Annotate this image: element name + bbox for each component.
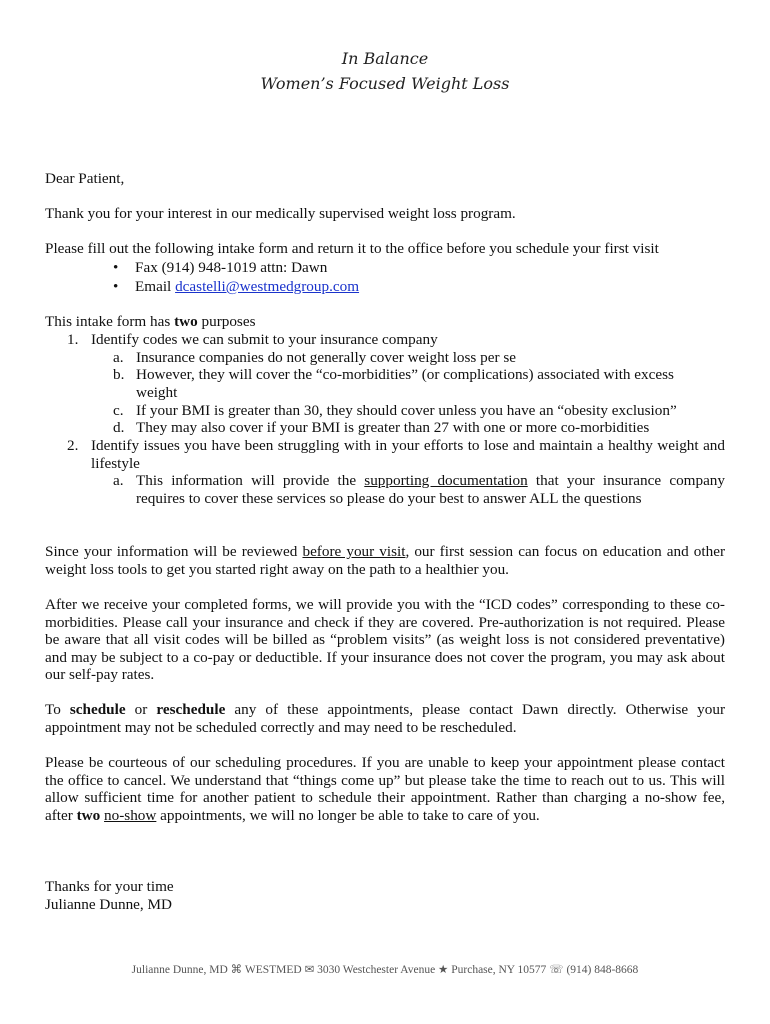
email-label: Email [135, 278, 176, 295]
item-2a-text-pre: This information will provide the [136, 472, 365, 489]
review-underline: before your visit [302, 543, 406, 560]
bullet-icon: • [113, 259, 119, 276]
item-2-number: 2. [67, 437, 79, 454]
footer-contact: Julianne Dunne, MD ⌘ WESTMED ✉ 3030 Westchester Avenue ★ Purchase, NY 10577 ☏ (914) 848-8668 [131, 964, 639, 976]
item-1c-text: If your BMI is greater than 30, they should cover unless you have an “obesity exclusion” [136, 402, 677, 419]
paragraph-icd-codes: After we receive your completed forms, we will provide you with the “ICD codes” corresponding to these co-morbidities. Please call your insurance and check if they are covered. Pre-authorization is not required. Please be aware that all visit codes will be billed as “problem visits” (as weight loss is not considered preventative) and may be subject to a co-pay or deductible. If your insurance does not cover the program, you may ask about our self-pay rates. [45, 596, 725, 684]
item-1-text: Identify codes we can submit to your insurance company [91, 331, 438, 348]
item-1a-label: a. [113, 349, 124, 366]
reschedule-bold: reschedule [156, 701, 226, 718]
review-pre: Since your information will be reviewed [45, 543, 303, 560]
item-2-text: Identify issues you have been struggling with in your efforts to lose and maintain a healthy weight and lifestyle [91, 437, 725, 472]
title-line-2: Women’s Focused Weight Loss [260, 74, 510, 93]
item-1b-text-line-1: However, they will cover the “co-morbidities” (or complications) associated with excess [136, 366, 674, 383]
email-link[interactable]: dcastelli@westmedgroup.com [175, 278, 360, 295]
title-line-1: In Balance [341, 49, 429, 68]
item-1d-text: They may also cover if your BMI is greater than 27 with one or more co-morbidities [136, 419, 650, 436]
item-1c-label: c. [113, 402, 124, 419]
schedule-text-2: or [125, 701, 157, 718]
paragraph-review [45, 543, 725, 578]
purposes-intro-bold: two [174, 313, 198, 330]
bullet-icon: • [113, 278, 119, 295]
item-2a-text-underline: supporting documentation [364, 472, 528, 489]
item-1b-label: b. [113, 366, 125, 383]
item-2a-text-post: that your insurance company requires to cover these services so please do your best to answer ALL the questions [136, 472, 725, 507]
purposes-intro-b: purposes [197, 313, 256, 330]
purposes-intro [45, 313, 725, 331]
bullet-email [113, 278, 359, 296]
courteous-text-3: appointments, we will no longer be able to take to care of you. [156, 806, 540, 824]
courteous-text-1: Please be courteous of our scheduling procedures. If you are unable to keep your appointment please contact the office to cancel. We understand that “things come up” but please take the time to reach out to us. This will allow sufficient time for another patient to schedule their appointment. Rather than charging a no-show fee, after [45, 754, 725, 824]
paragraph-fill-out: Please fill out the following intake form and return it to the office before you schedule your first visit [45, 240, 659, 257]
fax-text: Fax (914) 948-1019 attn: Dawn [135, 259, 328, 276]
schedule-text-3: any of these appointments, please contact Dawn directly. Otherwise your appointment may not be scheduled correctly and may need to be rescheduled. [45, 701, 726, 736]
item-1-number: 1. [67, 331, 79, 348]
schedule-text-1: To [45, 701, 70, 718]
item-1d-label: d. [113, 419, 125, 436]
paragraph-thanks: Thank you for your interest in our medically supervised weight loss program. [45, 205, 516, 222]
closing: Thanks for your time [45, 878, 174, 895]
schedule-bold: schedule [69, 701, 126, 718]
item-1a-text: Insurance companies do not generally cover weight loss per se [136, 349, 516, 366]
review-post: , our first session can focus on education and other weight loss tools to get you started right away on the path to a healthier you. [45, 543, 726, 578]
salutation: Dear Patient, [45, 170, 125, 187]
signature: Julianne Dunne, MD [45, 896, 172, 913]
paragraph-courteous [45, 754, 725, 824]
paragraph-schedule [45, 701, 725, 736]
item-2a-label: a. [113, 472, 124, 489]
courteous-underline: no-show [104, 806, 157, 824]
courteous-bold: two [76, 806, 101, 824]
bullet-fax [113, 259, 327, 277]
item-2a-text [136, 472, 725, 507]
purposes-intro-a: This intake form has [45, 313, 175, 330]
item-1b-text-line-2: weight [136, 384, 178, 401]
